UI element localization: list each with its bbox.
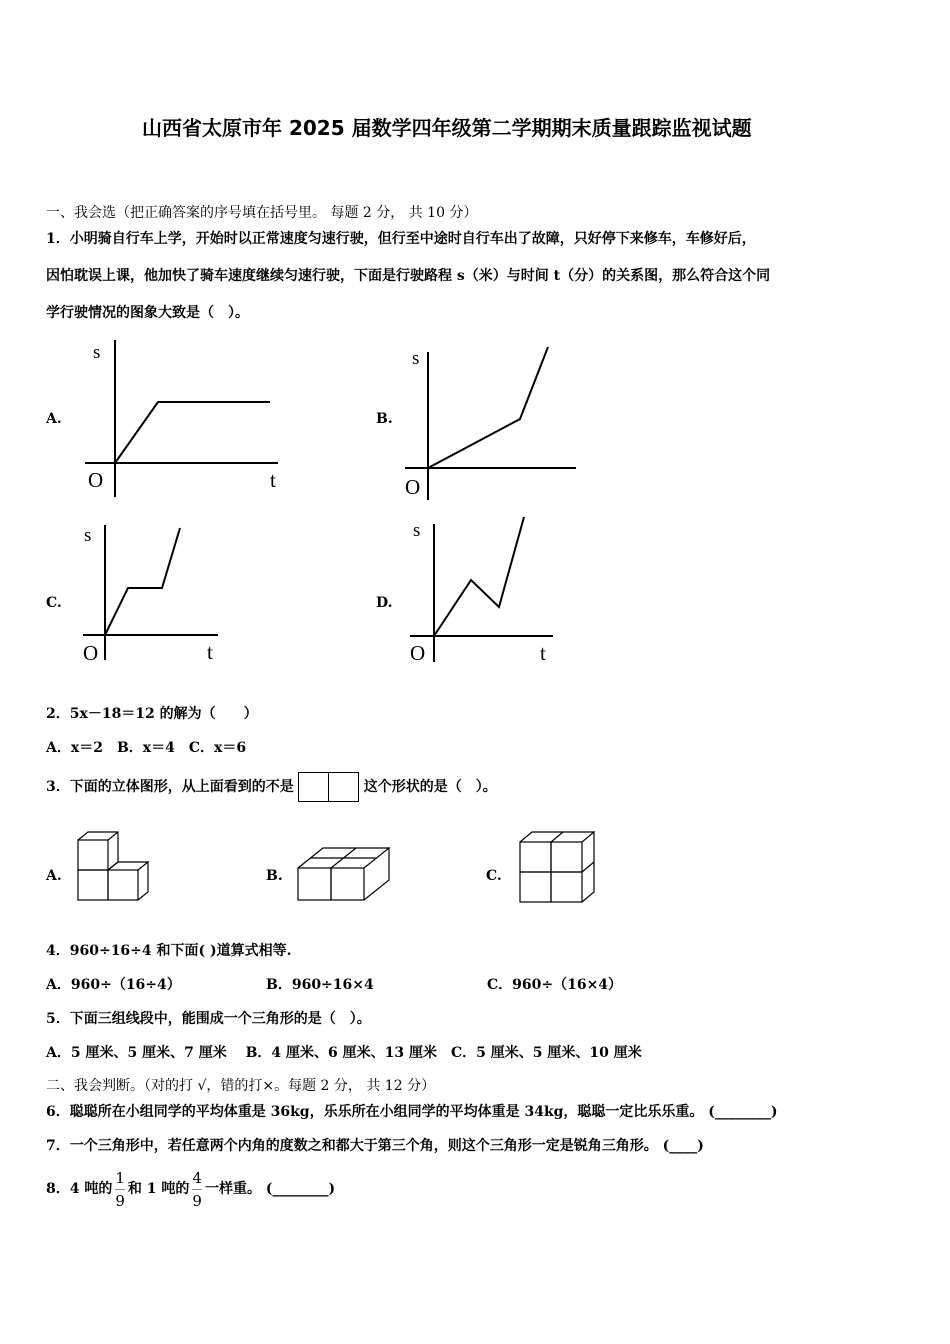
origin-label: O (410, 641, 426, 665)
q3-shape-b (295, 842, 395, 904)
section-1-heading: 一、我会选（把正确答案的序号填在括号里。 每题 2 分， 共 10 分） (46, 205, 478, 221)
q4-option-b: B．960÷16×4 (266, 977, 374, 993)
axis-s-label: s (413, 520, 421, 541)
q1-option-d-label: D. (376, 595, 393, 611)
q8-fraction-2-denominator: 9 (192, 1191, 202, 1210)
section-2-heading: 二、我会判断。（对的打 √，错的打×。每题 2 分， 共 12 分） (46, 1078, 436, 1094)
q2-text: 2．5x－18＝12 的解为（ ） (46, 706, 258, 722)
q8-fraction-1-denominator: 9 (115, 1191, 125, 1210)
axis-t-label: t (540, 641, 546, 665)
origin-label: O (405, 475, 421, 499)
q3-option-a-label: A. (46, 868, 62, 884)
q5-options: A．5 厘米、5 厘米、7 厘米 B．4 厘米、6 厘米、13 厘米 C．5 厘米、5 厘米、10 厘米 (46, 1045, 642, 1061)
origin-label: O (83, 641, 99, 665)
origin-label: O (88, 468, 104, 492)
q4-option-c: C．960÷（16×4） (487, 977, 623, 993)
q3-option-b-label: B. (266, 868, 283, 884)
q3-option-c-label: C. (486, 868, 502, 884)
q8-fraction-1 (115, 1167, 125, 1212)
q4-option-a: A．960÷（16÷4） (46, 977, 181, 993)
q8-part-1: 8．4 吨的 (46, 1181, 113, 1197)
q3-shape-c (515, 827, 600, 907)
q2-options: A．x＝2 B．x＝4 C．x＝6 (46, 740, 247, 756)
page-title: 山西省太原市年 2025 届数学四年级第二学期期末质量跟踪监视试题 (142, 116, 752, 140)
axis-s-label: s (93, 342, 101, 363)
q3-shape-a (75, 828, 157, 906)
q8-part-2: 和 1 吨的 (127, 1181, 190, 1197)
q1-graph-d (405, 512, 560, 667)
q8-fraction-1-numerator: 1 (115, 1167, 125, 1190)
q4-text: 4．960÷16÷4 和下面( )道算式相等. (46, 943, 292, 959)
q8-part-3: 一样重。 (________) (204, 1181, 336, 1197)
axis-t-label: t (207, 640, 213, 664)
q8-text (46, 1166, 335, 1212)
q8-fraction-2 (192, 1167, 202, 1212)
q3-text-before: 3．下面的立体图形，从上面看到的不是 (46, 779, 294, 795)
q1-line-3: 学行驶情况的图象大致是（ ）。 (46, 305, 249, 321)
axis-s-label: s (412, 348, 420, 369)
q1-graph-b (400, 340, 585, 502)
axis-t-label: t (270, 468, 276, 492)
q1-option-c-label: C. (46, 595, 62, 611)
q1-option-b-label: B. (376, 411, 393, 427)
q1-line-1: 1．小明骑自行车上学，开始时以正常速度匀速行驶，但行至中途时自行车出了故障，只好停下来修车，车修好后， (46, 231, 756, 247)
q7-text: 7．一个三角形中，若任意两个内角的度数之和都大于第三个角，则这个三角形一定是锐角三角形。 (____) (46, 1138, 704, 1154)
q1-graph-a (80, 335, 300, 500)
q8-fraction-2-numerator: 4 (192, 1167, 202, 1190)
q3-two-square-shape (298, 772, 360, 802)
q3-text-after: 这个形状的是（ ）。 (363, 779, 497, 795)
q1-graph-c (78, 520, 228, 665)
q1-line-2: 因怕耽误上课，他加快了骑车速度继续匀速行驶，下面是行驶路程 s（米）与时间 t（分）的关系图，那么符合这个同 (46, 268, 771, 284)
q5-text: 5．下面三组线段中，能围成一个三角形的是（ ）。 (46, 1011, 371, 1027)
q3-text (46, 769, 497, 805)
q1-option-a-label: A. (46, 411, 62, 427)
q6-text: 6．聪聪所在小组同学的平均体重是 36kg，乐乐所在小组同学的平均体重是 34kg，聪聪一定比乐乐重。 (________) (46, 1104, 778, 1120)
axis-s-label: s (84, 525, 92, 546)
